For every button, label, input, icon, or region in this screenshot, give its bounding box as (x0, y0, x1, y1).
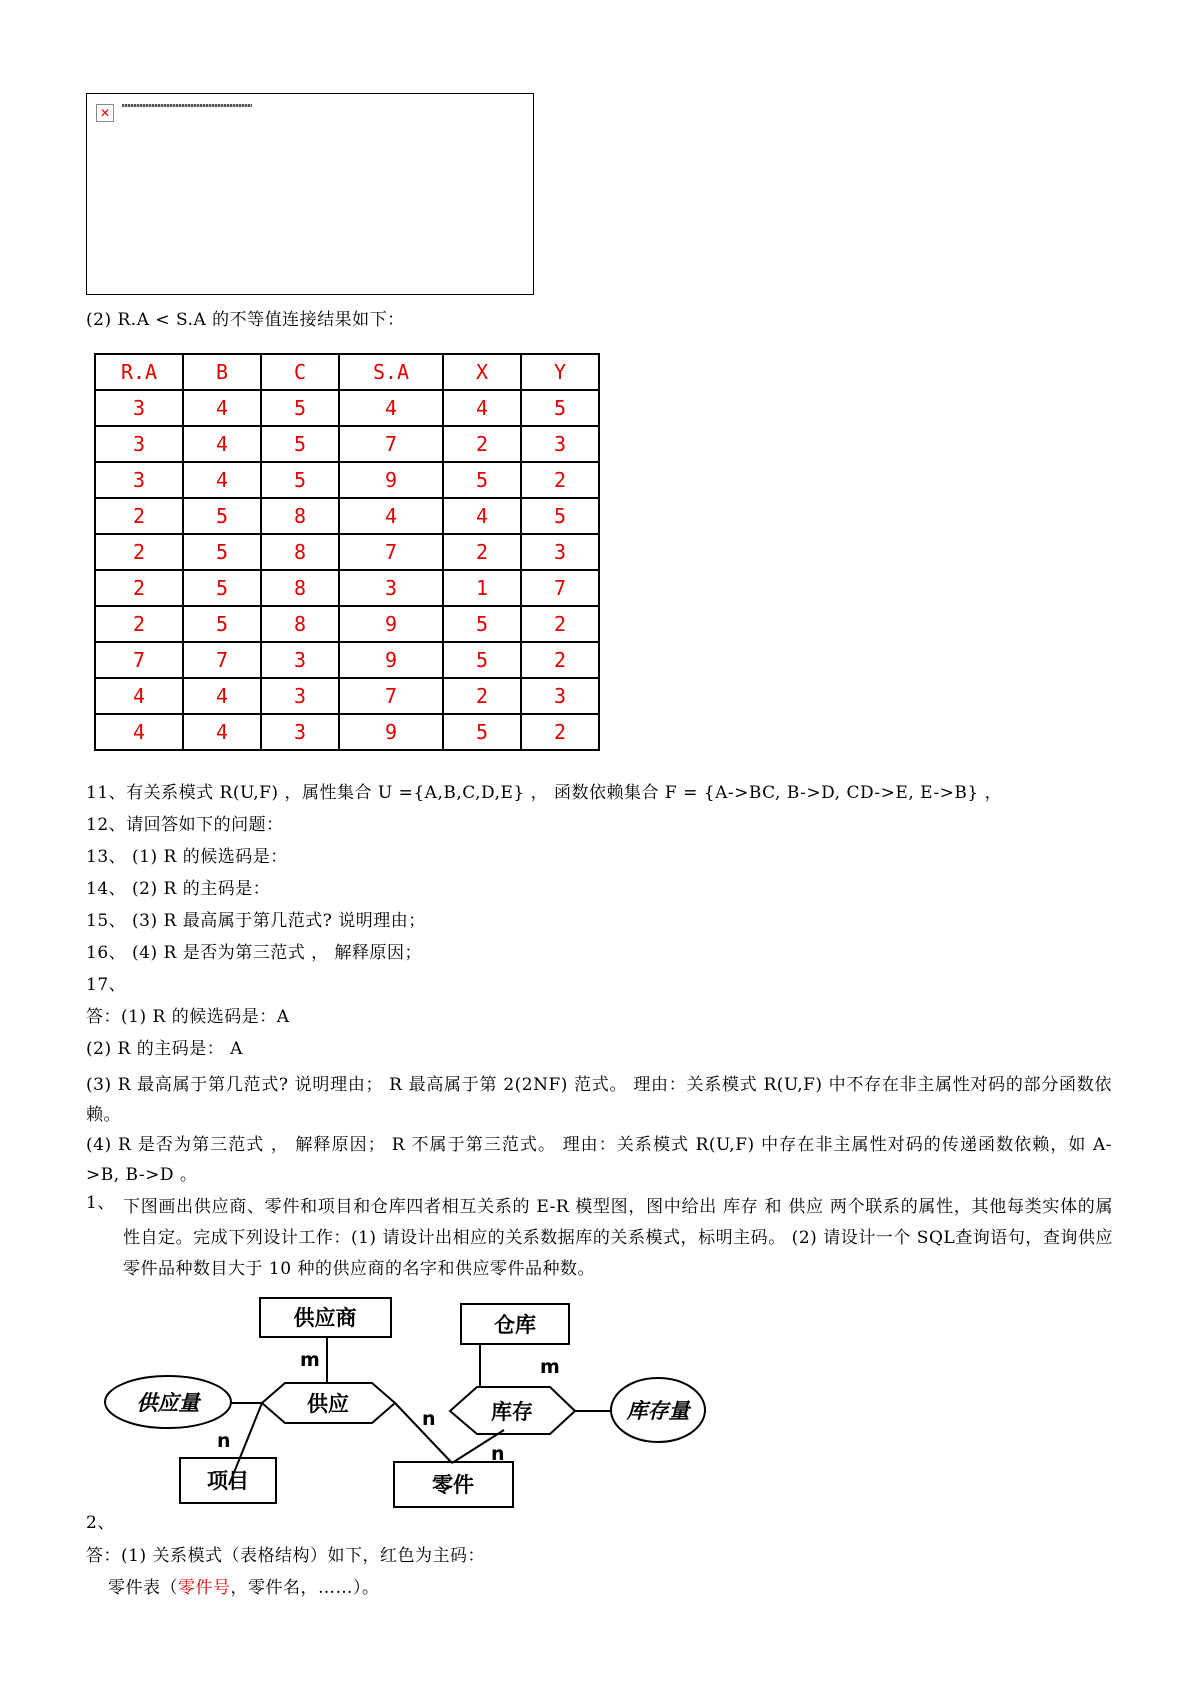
table-cell: 7 (339, 426, 443, 462)
table-cell: 2 (443, 534, 521, 570)
question-line: 14、 (2) R 的主码是： (86, 879, 271, 899)
cardinality-label: m (300, 1349, 320, 1371)
table-cell: 4 (339, 498, 443, 534)
answer-table-line (108, 1577, 380, 1599)
entity-warehouse-label: 仓库 (494, 1313, 536, 1337)
table-cell: 3 (261, 642, 339, 678)
table-cell: 3 (261, 678, 339, 714)
table-cell: 7 (521, 570, 599, 606)
problem-number: 2、 (86, 1513, 115, 1533)
question-line: 13、 (1) R 的候选码是： (86, 847, 288, 867)
table-cell: 5 (261, 426, 339, 462)
table-cell: 4 (443, 498, 521, 534)
cardinality-label: m (540, 1356, 560, 1378)
answer-paragraph: (4) R 是否为第三范式 ， 解释原因； R 不属于第三范式。 理由：关系模式 R(U,F) 中存在非主属性对码的传递函数依赖，如 A->B, B->D 。 (86, 1135, 1112, 1185)
table-cell: 1 (443, 570, 521, 606)
answer-line: (2) R 的主码是： A (86, 1039, 243, 1059)
question-line: 17、 (86, 975, 127, 995)
relationship-supply-label: 供应 (307, 1392, 349, 1416)
table-cell: 5 (183, 534, 261, 570)
table-cell: 3 (95, 390, 183, 426)
cardinality-label: n (422, 1408, 436, 1430)
table-header-cell: S.A (339, 354, 443, 390)
table-cell: 4 (183, 714, 261, 750)
question-line: 12、请回答如下的问题： (86, 815, 284, 835)
table-cell: 3 (521, 426, 599, 462)
table-cell: 5 (183, 570, 261, 606)
table-cell: 5 (183, 498, 261, 534)
table-cell: 5 (261, 462, 339, 498)
question-line: 16、 (4) R 是否为第三范式 ， 解释原因； (86, 943, 423, 963)
table-cell: 4 (183, 678, 261, 714)
entity-part-label: 零件 (432, 1473, 474, 1497)
table-cell: 2 (95, 570, 183, 606)
table-cell: 2 (443, 678, 521, 714)
table-cell: 4 (339, 390, 443, 426)
intro-caption: (2) R.A < S.A 的不等值连接结果如下： (86, 310, 405, 330)
table-cell: 3 (95, 462, 183, 498)
relationship-stock-label: 库存 (491, 1400, 533, 1424)
table-cell: 2 (521, 642, 599, 678)
problem-text: 下图画出供应商、零件和项目和仓库四者相互关系的 E-R 模型图，图中给出 库存 和 供应 两个联系的属性，其他每类实体的属性自定。完成下列设计工作：(1) 请设计出相应的关系数据库的关系模式，标明主码。 (2) 请设计一个 SQL查询语句，查询供应零件品种数目大于 10 种的供应商的名字和供应零件品种数。 (123, 1197, 1113, 1279)
table-cell: 7 (339, 678, 443, 714)
table-cell: 4 (183, 426, 261, 462)
table-cell: 2 (95, 534, 183, 570)
broken-image-icon: ✕ (96, 104, 114, 122)
primary-key: 零件号 (178, 1578, 231, 1598)
table-name: 零件表（ (108, 1578, 178, 1598)
table-cell: 2 (521, 714, 599, 750)
table-header-cell: C (261, 354, 339, 390)
cardinality-label: n (217, 1430, 231, 1452)
table-cell: 2 (95, 498, 183, 534)
table-cell: 9 (339, 606, 443, 642)
cardinality-label: n (491, 1443, 505, 1465)
table-cell: 5 (521, 498, 599, 534)
table-cell: 4 (443, 390, 521, 426)
table-cell: 7 (339, 534, 443, 570)
table-cell: 5 (183, 606, 261, 642)
problem-number: 1、 (86, 1193, 115, 1213)
table-cell: 5 (443, 462, 521, 498)
table-cell: 3 (261, 714, 339, 750)
table-cell: 4 (95, 678, 183, 714)
table-cell: 8 (261, 570, 339, 606)
attribute-stock-qty-label: 库存量 (626, 1399, 690, 1423)
table-header-cell: Y (521, 354, 599, 390)
table-cell: 9 (339, 714, 443, 750)
table-cell: 5 (261, 390, 339, 426)
entity-supplier-label: 供应商 (293, 1306, 357, 1330)
table-cell: 2 (443, 426, 521, 462)
table-cell: 8 (261, 534, 339, 570)
table-cell: 2 (521, 462, 599, 498)
answer-paragraph: (3) R 最高属于第几范式? 说明理由； R 最高属于第 2(2NF) 范式。 理由：关系模式 R(U,F) 中不存在非主属性对码的部分函数依赖。 (86, 1075, 1112, 1125)
table-cell: 3 (339, 570, 443, 606)
table-cell: 5 (443, 606, 521, 642)
table-cell: 4 (95, 714, 183, 750)
question-line: 11、有关系模式 R(U,F) ，属性集合 U ={A,B,C,D,E} ， 函数依赖集合 F = {A->BC, B->D, CD->E, E->B} ， (86, 783, 1003, 803)
table-cell: 3 (95, 426, 183, 462)
table-header-cell: B (183, 354, 261, 390)
table-cell: 3 (521, 678, 599, 714)
table-fields: ，零件名，……）。 (230, 1578, 380, 1598)
attribute-supply-qty-label: 供应量 (136, 1391, 200, 1415)
table-cell: 4 (183, 390, 261, 426)
table-cell: 7 (183, 642, 261, 678)
table-cell: 3 (521, 534, 599, 570)
table-cell: 5 (443, 714, 521, 750)
table-header-cell: R.A (95, 354, 183, 390)
table-cell: 2 (95, 606, 183, 642)
table-header-cell: X (443, 354, 521, 390)
table-cell: 9 (339, 462, 443, 498)
entity-project-label: 项目 (207, 1469, 249, 1493)
table-cell: 4 (183, 462, 261, 498)
question-line: 15、 (3) R 最高属于第几范式? 说明理由； (86, 911, 426, 931)
table-cell: 7 (95, 642, 183, 678)
table-cell: 8 (261, 498, 339, 534)
table-cell: 2 (521, 606, 599, 642)
table-cell: 8 (261, 606, 339, 642)
table-cell: 5 (521, 390, 599, 426)
answer-line: 答：(1) 关系模式（表格结构）如下，红色为主码： (86, 1546, 485, 1566)
table-cell: 9 (339, 642, 443, 678)
answer-line: 答：(1) R 的候选码是：A (86, 1007, 290, 1027)
table-cell: 5 (443, 642, 521, 678)
